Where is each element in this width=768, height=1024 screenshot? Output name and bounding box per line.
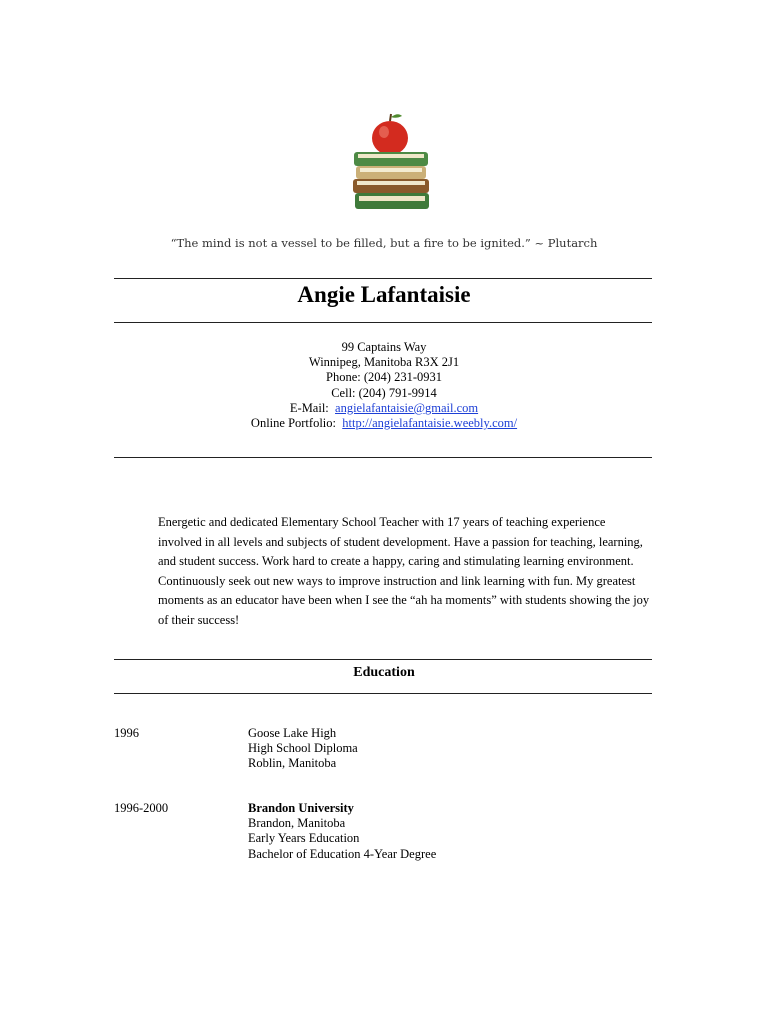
education-entry: [248, 726, 358, 772]
education-detail: High School Diploma: [248, 741, 358, 756]
divider: [114, 278, 652, 279]
email-link[interactable]: angielafantaisie@gmail.com: [335, 400, 479, 415]
education-detail: Brandon, Manitoba: [248, 816, 346, 831]
email-line: [0, 401, 768, 416]
quote: “The mind is not a vessel to be filled, but a fire to be ignited.” ~ Plutarch: [170, 236, 598, 250]
summary-line: and student success. Work hard to create a happy, caring and stimulating learning environment.: [158, 554, 634, 568]
summary-line: moments as an educator have been when I see the “ah ha moments” with students showing the joy: [158, 593, 650, 607]
education-heading: Education: [353, 665, 415, 680]
divider: [114, 457, 652, 458]
education-year: 1996-2000: [114, 801, 169, 815]
divider: [114, 693, 652, 694]
summary-line: Continuously seek out new ways to improve instruction and link learning with fun. My greatest: [158, 573, 636, 588]
address-city: Winnipeg, Manitoba R3X 2J1: [308, 355, 460, 370]
summary-line: of their success!: [158, 612, 240, 627]
portfolio-label: Online Portfolio:: [250, 416, 336, 431]
education-detail: Bachelor of Education 4-Year Degree: [248, 846, 437, 861]
education-entry: [248, 801, 436, 862]
school-name: Brandon University: [248, 801, 354, 815]
portfolio-link[interactable]: http://angielafantaisie.weebly.com/: [342, 416, 518, 431]
address-street: 99 Captains Way: [341, 340, 427, 354]
education-year: 1996: [114, 726, 139, 740]
summary-line: involved in all levels and subjects of student development. Have a passion for teaching, learning,: [158, 534, 643, 549]
profile-summary: [158, 513, 658, 630]
phone: Phone: (204) 231-0931: [326, 370, 442, 385]
education-detail: Early Years Education: [248, 831, 360, 846]
email-label: E-Mail:: [289, 400, 329, 415]
candidate-name: Angie Lafantaisie: [297, 282, 471, 307]
divider: [114, 659, 652, 660]
contact-block: [0, 340, 768, 431]
divider: [114, 322, 652, 323]
summary-line: Energetic and dedicated Elementary School Teacher with 17 years of teaching experience: [158, 515, 606, 529]
school-name: Goose Lake High: [248, 726, 337, 740]
cell: Cell: (204) 791-9914: [331, 385, 437, 400]
education-detail: Roblin, Manitoba: [248, 756, 337, 771]
apple-on-books-icon: [346, 108, 436, 220]
portfolio-line: [0, 416, 768, 431]
